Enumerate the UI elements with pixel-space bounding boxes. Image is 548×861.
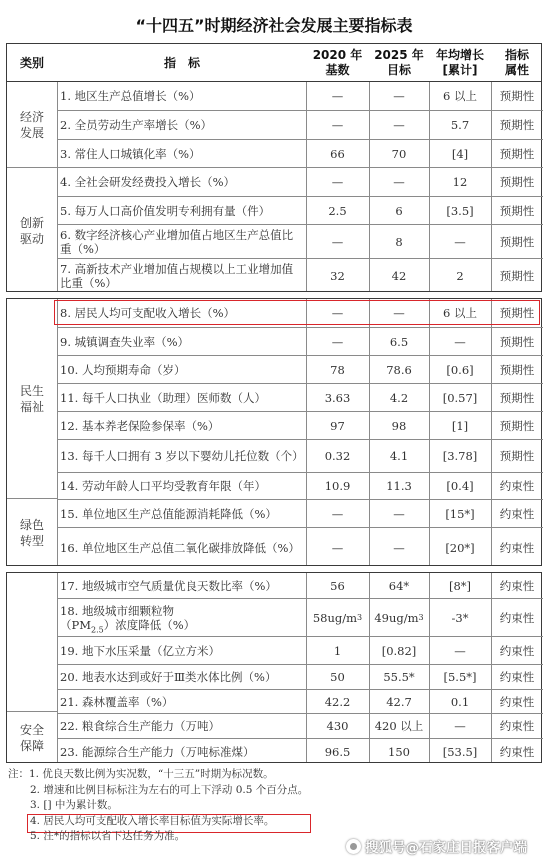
category-green: 绿色 转型 bbox=[19, 518, 44, 548]
sohu-logo-icon bbox=[346, 839, 361, 854]
table-row: 5. 每万人口高价值发明专利拥有量（件） 2.5 6 [3.5] 预期性 bbox=[57, 196, 543, 224]
header-indicator: 指 标 bbox=[163, 55, 200, 70]
table-row: 20. 地表水达到或好于Ⅲ类水体比例（%） 50 55.5* [5.5*] 约束性 bbox=[57, 664, 543, 689]
note-2: 2. 增速和比例目标标注为左右的可上下浮动 0.5 个百分点。 bbox=[30, 783, 309, 796]
table-row: 4. 全社会研发经费投入增长（%） — — 12 预期性 bbox=[57, 167, 543, 196]
category-economy: 经济 发展 bbox=[19, 109, 44, 140]
note-3: 3. [] 中为累计数。 bbox=[30, 799, 118, 811]
table-row: 7. 高新技术产业增加值占规模以上工业增加值比重（%） 32 42 2 预期性 bbox=[57, 258, 543, 293]
notes bbox=[8, 767, 538, 845]
header-category: 类别 bbox=[19, 55, 44, 70]
table-row: 12. 基本养老保险参保率（%） 97 98 [1] 预期性 bbox=[57, 411, 543, 439]
table-row: 11. 每千人口执业（助理）医师数（人） 3.63 4.2 [0.57] 预期性 bbox=[57, 383, 543, 411]
header-attribute: 指标 属性 bbox=[504, 48, 529, 77]
table-row: 13. 每千人口拥有 3 岁以下婴幼儿托位数（个） 0.32 4.1 [3.78] 预期性 bbox=[57, 439, 543, 472]
table-row: 18. 地级城市细颗粒物$(PM_{2.5})$浓度降低（%） 58ug/m 3 49ug/m 3 -3* 约束性 bbox=[57, 598, 543, 636]
table-row: 8. 居民人均可支配收入增长（%） — — 6 以上 预期性 bbox=[60, 306, 535, 320]
category-livelihood: 民生 福祉 bbox=[19, 383, 44, 414]
note-1: 注：1. 优良天数比例为实况数，“十三五”时期为标况数。 bbox=[8, 768, 274, 780]
note-5: 5. 注*的指标以省下达任务为准。 bbox=[30, 830, 186, 842]
table-row: 19. 地下水压采量（亿立方米） 1 [0.82] — 约束性 bbox=[57, 636, 543, 664]
table-row: 23. 能源综合生产能力（万吨标准煤） 96.5 150 [53.5] 约束性 bbox=[57, 738, 543, 764]
header-2020: 2020 年 基数 bbox=[312, 48, 363, 77]
table-row: 16. 单位地区生产总值二氧化碳排放降低（%） — — [20*] 约束性 bbox=[57, 527, 543, 567]
header-2025: 2025 年 目标 bbox=[374, 48, 424, 77]
table-header-row bbox=[7, 44, 541, 82]
table-row: 17. 地级城市空气质量优良天数比率（%） 56 64* [8*] 约束性 bbox=[60, 578, 535, 593]
table-section-2 bbox=[6, 298, 542, 566]
table-section-3 bbox=[6, 572, 542, 763]
table-row: 1. 地区生产总值增长（%） — — 6 以上 预期性 bbox=[60, 89, 535, 103]
category-security: 安全 保障 bbox=[19, 723, 44, 753]
table-row: 6. 数字经济核心产业增加值占地区生产总值比重（%） — 8 — 预期性 bbox=[57, 224, 543, 258]
table-row: 10. 人均预期寿命（岁） 78 78.6 [0.6] 预期性 bbox=[57, 355, 543, 383]
table-title: “十四五”时期经济社会发展主要指标表 bbox=[135, 16, 413, 35]
category-innovation: 创新 驱动 bbox=[19, 215, 44, 246]
header-growth: 年均增长 [累计] bbox=[435, 48, 484, 77]
table-row: 2. 全员劳动生产率增长（%） — — 5.7 预期性 bbox=[57, 110, 543, 139]
note-4: 4. 居民人均可支配收入增长率目标值为实际增长率。 bbox=[30, 814, 275, 827]
table-row: 15. 单位地区生产总值能源消耗降低（%） — — [15*] 约束性 bbox=[57, 499, 543, 527]
watermark: 搜狐号@石家庄日报客户端 bbox=[346, 836, 527, 856]
table-row: 14. 劳动年龄人口平均受教育年限（年） 10.9 11.3 [0.4] 约束性 bbox=[57, 472, 543, 499]
table-row: 9. 城镇调查失业率（%） — 6.5 — 预期性 bbox=[57, 327, 543, 355]
table-row: 21. 森林覆盖率（%） 42.2 42.7 0.1 约束性 bbox=[57, 689, 543, 713]
table-section-1 bbox=[6, 43, 542, 292]
table-row: 22. 粮食综合生产能力（万吨） 430 420 以上 — 约束性 bbox=[57, 713, 543, 738]
table-row: 3. 常住人口城镇化率（%） 66 70 [4] 预期性 bbox=[57, 139, 543, 167]
